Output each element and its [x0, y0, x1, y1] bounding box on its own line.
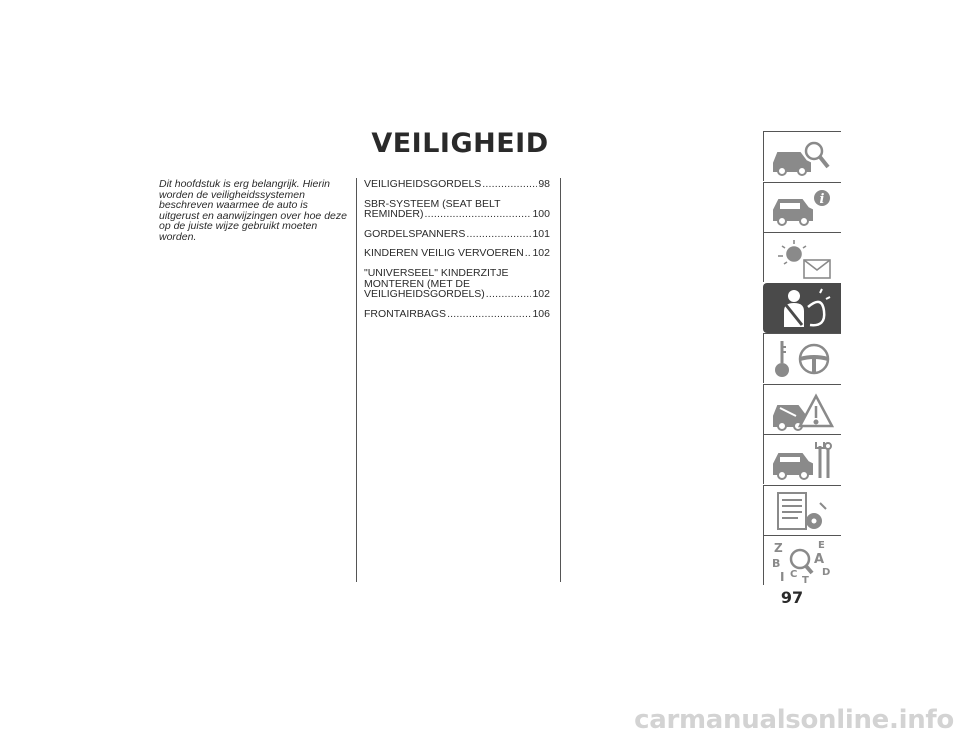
tab-starting-driving[interactable] [763, 333, 841, 383]
toc-entry-title: VEILIGHEIDSGORDELS) [364, 288, 485, 301]
tab-safety[interactable] [763, 283, 841, 333]
tab-warning-lights[interactable] [763, 232, 841, 282]
toc-entry-title: GORDELSPANNERS [364, 227, 466, 240]
toc-entry[interactable] [364, 268, 550, 300]
toc-entry-title: "UNIVERSEEL" KINDERZITJE [364, 266, 509, 279]
toc-leader [482, 179, 537, 190]
toc-entry-page: 102 [532, 288, 550, 301]
warning-light-message-icon [770, 236, 836, 280]
toc-leader [525, 248, 532, 259]
car-hazard-icon [770, 388, 836, 432]
toc-leader [466, 229, 531, 240]
toc-leader [486, 289, 532, 300]
tab-instrument-panel[interactable] [763, 182, 841, 232]
column-divider-right [560, 178, 561, 582]
toc-entry-page: 101 [532, 227, 550, 240]
toc-entry-title: KINDEREN VEILIG VERVOEREN [364, 247, 524, 260]
toc-entry-title: VEILIGHEIDSGORDELS [364, 178, 482, 190]
index-letter: Z [774, 541, 783, 555]
index-letter: T [802, 575, 809, 583]
index-letter: D [822, 567, 831, 578]
toc-entry-page: 106 [532, 307, 550, 320]
car-search-icon [770, 135, 836, 179]
toc-entry[interactable] [364, 309, 550, 320]
toc-entry-page: 102 [532, 247, 550, 260]
index-letter: A [814, 552, 825, 567]
toc-entry[interactable] [364, 248, 550, 259]
tab-index[interactable] [763, 535, 841, 585]
page-title: VEILIGHEID [371, 128, 549, 159]
tab-emergencies[interactable] [763, 384, 841, 434]
toc-entry-title: FRONTAIRBAGS [364, 307, 447, 320]
tab-maintenance[interactable] [763, 434, 841, 484]
page-number: 97 [780, 588, 804, 607]
tab-technical-data[interactable] [763, 485, 841, 535]
index-letter: B [772, 557, 781, 570]
toc-entry-title: SBR-SYSTEEM (SEAT BELT [364, 197, 501, 210]
toc-leader [425, 209, 532, 220]
toc-entry-title: REMINDER) [364, 208, 424, 221]
chapter-intro: Dit hoofdstuk is erg belangrijk. Hierin worden de veiligheidssystemen beschreven waarmee de auto is uitgerust en aanwijzingen over hoe deze op de juiste wijze gebruikt moeten worden. [159, 178, 347, 243]
key-steering-wheel-icon [770, 337, 836, 381]
toc-entry[interactable] [364, 229, 550, 240]
car-info-icon [770, 186, 836, 230]
table-of-contents [364, 179, 550, 328]
svg-text:i: i [819, 191, 825, 207]
toc-entry-page: 98 [538, 178, 550, 190]
watermark: carmanualsonline.info [634, 705, 954, 735]
technical-data-icon [770, 489, 836, 533]
index-letter: I [780, 570, 785, 583]
alphabetical-index-icon [770, 539, 836, 583]
chapter-thumb-index [763, 131, 841, 586]
seatbelt-airbag-icon [770, 287, 836, 331]
toc-entry[interactable] [364, 179, 550, 190]
toc-leader [447, 309, 531, 320]
toc-entry-page: 100 [532, 208, 550, 221]
toc-entry-title: MONTEREN (MET DE [364, 277, 470, 290]
column-divider-left [356, 178, 357, 582]
index-letter: E [818, 540, 825, 551]
index-letter: C [790, 569, 798, 580]
car-tools-icon [770, 438, 836, 482]
toc-entry[interactable] [364, 199, 550, 220]
tab-getting-to-know-car[interactable] [763, 131, 841, 181]
